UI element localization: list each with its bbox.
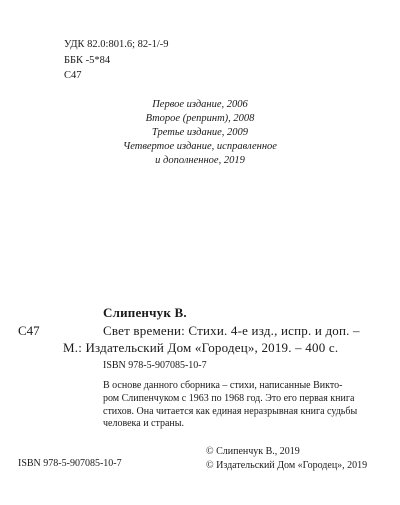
- classification-block: [64, 37, 169, 84]
- copyright-line: © Издательский Дом «Городец», 2019: [206, 459, 368, 471]
- annotation-line: человека и страны.: [103, 418, 184, 430]
- copyright-line: © Слипенчук В., 2019: [206, 446, 300, 457]
- annotation-line: стихов. Она читается как единая неразрывная книга судьбы: [103, 405, 358, 417]
- edition-line: Третье издание, 2009: [151, 127, 249, 138]
- copyright-block: [206, 445, 367, 472]
- author-mark: С47: [64, 70, 82, 81]
- bbk-code: ББК -5*84: [64, 54, 111, 66]
- card-annotation: [103, 380, 378, 431]
- edition-line: и дополненное, 2019: [155, 155, 245, 166]
- card-isbn: ISBN 978-5-907085-10-7: [103, 360, 207, 371]
- card-title-line-1: Свет времени: Стихи. 4-е изд., испр. и доп. –: [103, 323, 360, 338]
- editions-list: [0, 98, 400, 168]
- card-title-line-2: М.: Издательский Дом «Городец», 2019. – 400 с.: [63, 340, 339, 355]
- card-author-mark: С47: [18, 323, 40, 338]
- card-author: Слипенчук В.: [103, 305, 187, 320]
- edition-line: Первое издание, 2006: [152, 99, 248, 110]
- edition-line: Четвертое издание, исправленное: [123, 141, 277, 152]
- annotation-line: В основе данного сборника – стихи, написанные Викто-: [103, 380, 343, 391]
- isbn-main: ISBN 978-5-907085-10-7: [18, 458, 122, 469]
- annotation-line: ром Слипенчуком с 1963 по 1968 год. Это его первая книга: [103, 392, 355, 404]
- udk-code: УДК 82.0:801.6; 82-1/-9: [64, 39, 169, 50]
- edition-line: Второе (репринт), 2008: [145, 113, 255, 124]
